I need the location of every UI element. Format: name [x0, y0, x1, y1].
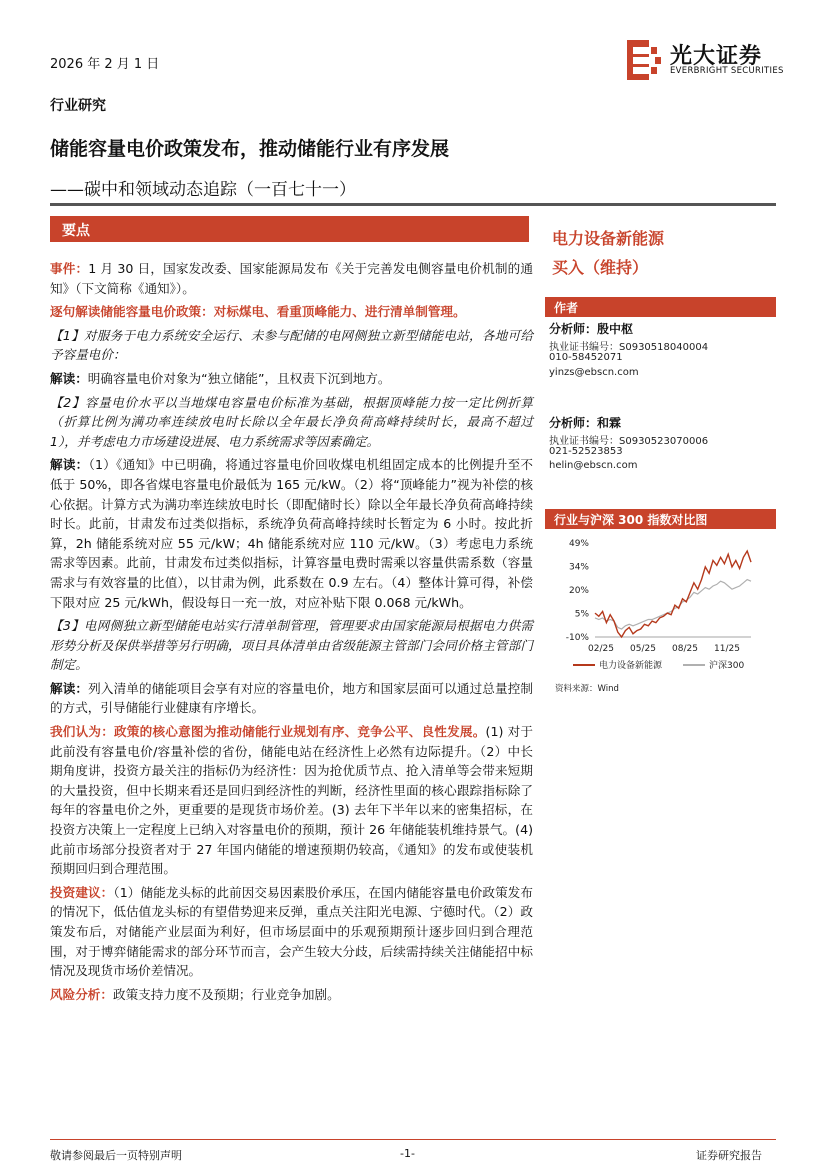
report-category: 行业研究 — [50, 98, 106, 114]
keypoints-header-bar — [50, 216, 529, 242]
report-title: 储能容量电价政策发布，推动储能行业有序发展 — [50, 138, 450, 160]
analyst-1-phone: 010-58452071 — [549, 352, 623, 363]
paragraph-policy-3: 【3】电网侧独立新型储能电站实行清单制管理，管理要求由国家能源局根据电力供需形势分析及保供举措等另行明确，项目具体清单由省级能源主管部门会同价格主管部门制定。 — [50, 618, 533, 673]
x-tick-label: 05/25 — [630, 644, 656, 654]
rating: 买入（维持） — [552, 258, 649, 277]
y-tick-label: -10% — [565, 633, 589, 643]
title-divider — [50, 203, 776, 206]
main-body — [50, 259, 533, 1008]
analyst-2-phone: 021-52523853 — [549, 446, 623, 457]
y-tick-label: 20% — [568, 586, 589, 596]
analyst-2-email[interactable]: helin@ebscn.com — [549, 460, 638, 471]
comparison-chart — [545, 533, 776, 679]
analyst-2-cert: 执业证书编号：S0930523070006 — [549, 436, 709, 447]
paragraph-interpret-2: 解读：（1）《通知》中已明确，将通过容量电价回收煤电机组固定成本的比例提升至不低于 50%，即各省煤电容量电价最低为 165 元/kW。（2）将“顶峰能力”视为补偿的核心依据。计算方式为满功率连续放电时长（即配储时长）除以全年最长净负荷高峰持续时长。此前，甘肃发布过类似指标，系统净负荷高峰持续时长暂定为 6 小时。按此折算，2h 储能系统对应 55 元/kW；4h 储能系统对应 110 元/kW。（3）考虑电力系统需求等因素。此前，甘肃发布过类似指标，计算容量电费时需乘以容量供需系数（容量需求与有效容量的比值），以甘肃为例，此系数在 0.9 左右。（4）整体计算可得，补偿下限对应 25 元/kWh，假设每日一充一放，对应补贴下限 0.068 元/kWh。 — [50, 457, 533, 610]
chart-source: 资料来源：Wind — [555, 684, 619, 694]
analyst-1-cert: 执业证书编号：S0930518040004 — [549, 342, 709, 353]
paragraph-interpret-3: 解读：列入清单的储能项目会享有对应的容量电价，地方和国家层面可以通过总量控制的方式，引导储能行业健康有序增长。 — [50, 680, 534, 716]
authors-header-bar — [545, 297, 776, 317]
logo-text-cn: 光大证券 — [670, 44, 763, 69]
paragraph-investment-advice: 投资建议：（1）储能龙头标的此前因交易因素股价承压，在国内储能容量电价政策发布的情况下，低估值龙头标的有望借势迎来反弹，重点关注阳光电源、宁德时代。（2）政策发布后，对储能产业层面为利好，但市场层面中的乐观预期预计逐步回归到合理范围，对于博弈储能需求的部分环节而言，会产生较大分歧，后续需持续关注储能招中标情况及现货市场价差情况。 — [50, 884, 533, 979]
legend-label: 电力设备新能源 — [599, 661, 663, 671]
page-number: -1- — [400, 1147, 415, 1160]
everbright-logo — [627, 38, 787, 82]
series-line — [595, 551, 751, 637]
chart-title: 行业与沪深 300 指数对比图 — [554, 513, 708, 527]
report-date: 2026 年 2 月 1 日 — [50, 57, 160, 72]
x-tick-label: 11/25 — [714, 644, 740, 654]
paragraph-policy-2: 【2】容量电价水平以当地煤电容量电价标准为基础，根据顶峰能力按一定比例折算（折算比例为满功率连续放电时长除以全年最长净负荷高峰持续时长，最高不超过 1），并考虑电力市场建设进展、电力系统需求等因素确定。 — [50, 394, 533, 449]
keypoints-label: 要点 — [62, 223, 90, 239]
logo-text-en: EVERBRIGHT SECURITIES — [670, 66, 784, 76]
paragraph-our-view: 我们认为：政策的核心意图为推动储能行业规划有序、竞争公平、良性发展。(1) 对于此前没有容量电价/容量补偿的省份，储能电站在经济性上必然有边际提升。（2）中长期角度讲，投资方最关注的指标仍为经济性：因为抢优质节点、抢入清单等会带来短期的大量投资，但中长期来看还是回归到经济性的判断，经济性里面的核心跟踪指标除了每年的容量电价之外，更重要的是现货市场价差。(3) 去年下半年以来的密集招标，在投资方决策上一定程度上已纳入对容量电价的预期，预计 26 年储能装机维持景气。(4) 此前市场部分投资者对于 27 年国内储能的增速预期仍较高，《通知》的发布或使装机预期回归到合理范围。 — [50, 724, 534, 877]
analyst-1-name: 分析师：殷中枢 — [549, 322, 634, 336]
paragraph-policy-1: 【1】对服务于电力系统安全运行、未参与配储的电网侧独立新型储能电站，各地可给予容量电价： — [50, 327, 533, 363]
x-tick-label: 02/25 — [588, 644, 614, 654]
analyst-1-email[interactable]: yinzs@ebscn.com — [549, 367, 639, 378]
series-line — [595, 580, 751, 629]
paragraph-summary-heading: 逐句解读储能容量电价政策：对标煤电、看重顶峰能力、进行清单制管理。 — [50, 304, 466, 320]
footer-report-type: 证券研究报告 — [696, 1149, 762, 1162]
footer-divider — [50, 1139, 776, 1140]
report-subtitle: ——碳中和领域动态追踪（一百七十一） — [50, 180, 356, 200]
sector-name: 电力设备新能源 — [552, 229, 665, 248]
analyst-2-name: 分析师：和霖 — [549, 416, 622, 430]
paragraph-event: 事件：1 月 30 日，国家发改委、国家能源局发布《关于完善发电侧容量电价机制的通知》（下文简称《通知》）。 — [50, 261, 533, 296]
x-tick-label: 08/25 — [672, 644, 698, 654]
y-tick-label: 5% — [574, 609, 589, 620]
legend-label: 沪深300 — [709, 661, 745, 671]
authors-label: 作者 — [554, 301, 579, 315]
paragraph-risk: 风险分析：政策支持力度不及预期；行业竞争加剧。 — [50, 986, 340, 1002]
y-tick-label: 34% — [568, 562, 589, 573]
everbright-logo-icon — [627, 38, 663, 82]
y-tick-label: 49% — [568, 539, 589, 549]
paragraph-interpret-1: 解读：明确容量电价对象为“独立储能”，且权责下沉到地方。 — [50, 370, 391, 386]
footer-disclaimer: 敬请参阅最后一页特别声明 — [50, 1149, 182, 1162]
